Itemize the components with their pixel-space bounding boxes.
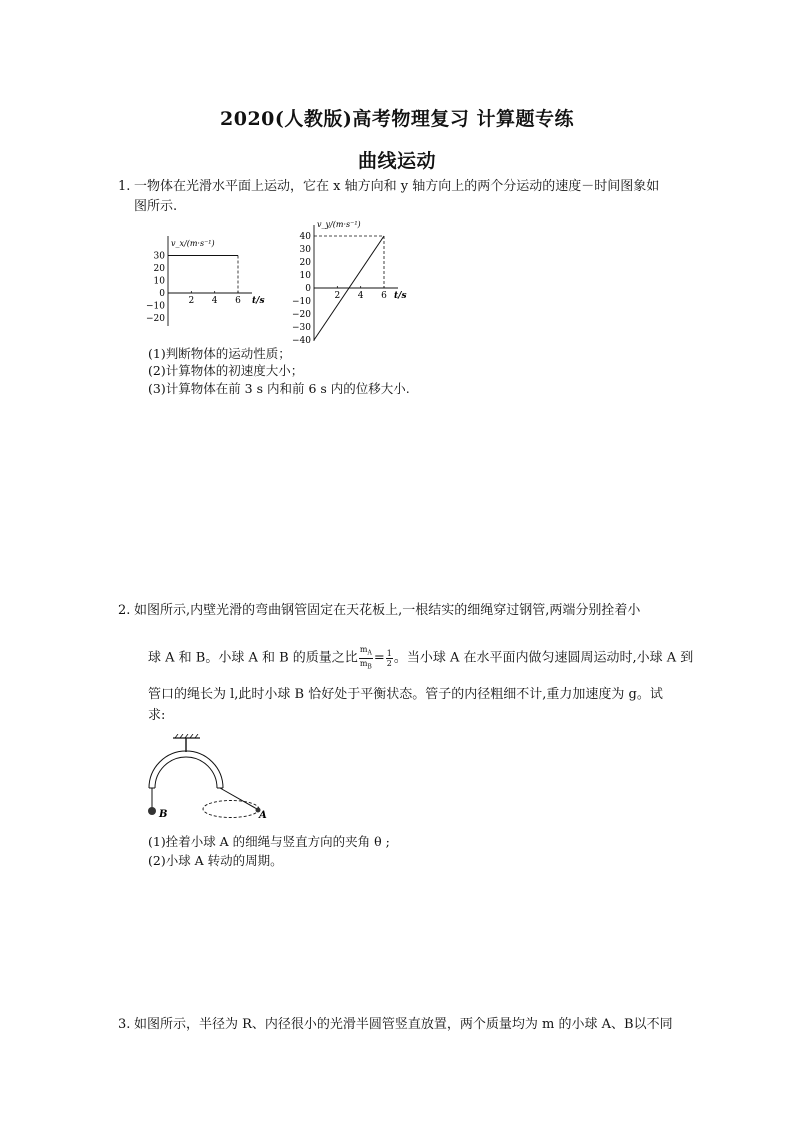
mass-ratio-symbol: $\frac{m_A}{m_B}$ bbox=[359, 645, 372, 671]
curved-tube-inner bbox=[155, 757, 217, 788]
vx-ytick-label: −10 bbox=[146, 301, 165, 312]
q2-line2-pre: 球 A 和 B。小球 A 和 B 的质量之比 bbox=[148, 650, 358, 666]
q1-number: 1. bbox=[118, 179, 131, 194]
vx-chart bbox=[136, 226, 266, 338]
vy-xtick-label: 4 bbox=[357, 291, 364, 301]
vx-xlabel: t/s bbox=[252, 296, 265, 306]
vx-ytick-label: 0 bbox=[159, 289, 165, 299]
vy-ytick-label: −10 bbox=[292, 297, 311, 307]
q1-line1: 一物体在光滑水平面上运动，它在 x 轴方向和 y 轴方向上的两个分运动的速度－时间图象如 bbox=[134, 179, 660, 194]
ball-b bbox=[148, 807, 156, 815]
vy-xtick-label: 6 bbox=[381, 291, 387, 301]
q2-line2-post: 。当小球 A 在水平面内做匀速圆周运动时,小球 A 到 bbox=[393, 650, 694, 666]
vx-ytick-label: −20 bbox=[146, 314, 165, 324]
vy-ytick-label: −20 bbox=[292, 310, 311, 320]
label-a: A bbox=[259, 810, 267, 821]
q3-number: 3. bbox=[118, 1017, 131, 1032]
vx-ytick-label: 10 bbox=[153, 276, 165, 287]
page-title: 2020(人教版)高考物理复习 计算题专练 bbox=[220, 108, 574, 130]
q2-part-2: (2)小球 A 转动的周期。 bbox=[148, 853, 283, 868]
vy-chart bbox=[282, 213, 412, 343]
vy-xtick-label: 2 bbox=[334, 291, 341, 301]
vy-ytick-label: −30 bbox=[292, 323, 311, 333]
label-b: B bbox=[159, 809, 168, 820]
vy-ytick-label: 0 bbox=[305, 284, 311, 294]
tube-diagram bbox=[140, 734, 280, 826]
section-title: 曲线运动 bbox=[357, 150, 436, 172]
vy-ytick-label: 30 bbox=[299, 245, 311, 255]
vx-xtick-label: 6 bbox=[235, 296, 241, 306]
vx-xtick-label: 4 bbox=[211, 296, 218, 306]
q2-line1: 如图所示,内壁光滑的弯曲钢管固定在天花板上,一根结实的细绳穿过钢管,两端分别拴着小 bbox=[134, 603, 641, 618]
mass-ratio-value: $\frac{1}{2}$ bbox=[386, 648, 392, 668]
vy-ytick-label: −40 bbox=[292, 336, 311, 343]
vy-ylabel: v_y/(m·s⁻¹) bbox=[317, 220, 361, 229]
q2-number: 2. bbox=[118, 603, 131, 618]
q2-line2: 球 A 和 B。小球 A 和 B 的质量之比 $\frac{m_A}{m_B}$ = $\frac{1}{2}$ 。当小球 A 在水平面内做匀速圆周运动时,小球 A 到 bbox=[148, 645, 694, 671]
q1-part-3: (3)计算物体在前 3 s 内和前 6 s 内的位移大小. bbox=[148, 381, 410, 396]
q2-part-1: (1)拴着小球 A 的细绳与竖直方向的夹角 θ ; bbox=[148, 834, 390, 849]
q1-part-1: (1)判断物体的运动性质； bbox=[148, 346, 291, 361]
q2-line3: 管口的绳长为 l,此时小球 B 恰好处于平衡状态。管子的内径粗细不计,重力加速度为 g。试 bbox=[148, 687, 663, 702]
rope-a bbox=[220, 788, 257, 809]
circular-path bbox=[203, 801, 259, 818]
vx-ylabel: v_x/(m·s⁻¹) bbox=[171, 239, 215, 248]
vx-ytick-label: 20 bbox=[153, 264, 165, 274]
q3-line1: 如图所示，半径为 R、内径很小的光滑半圆管竖直放置，两个质量均为 m 的小球 A、B以不同 bbox=[134, 1017, 673, 1032]
vx-xtick-label: 2 bbox=[188, 296, 195, 306]
q1-line2: 图所示. bbox=[134, 199, 178, 214]
vy-ytick-label: 40 bbox=[299, 232, 311, 242]
vy-ytick-label: 10 bbox=[299, 271, 311, 281]
vy-ytick-label: 20 bbox=[299, 258, 311, 268]
q1-part-2: (2)计算物体的初速度大小； bbox=[148, 363, 304, 378]
vx-y-ticks bbox=[146, 252, 165, 325]
vy-xlabel: t/s bbox=[394, 291, 407, 301]
vx-ytick-label: 30 bbox=[153, 251, 165, 262]
vy-y-ticks bbox=[292, 232, 311, 343]
q2-line4: 求: bbox=[148, 708, 166, 723]
